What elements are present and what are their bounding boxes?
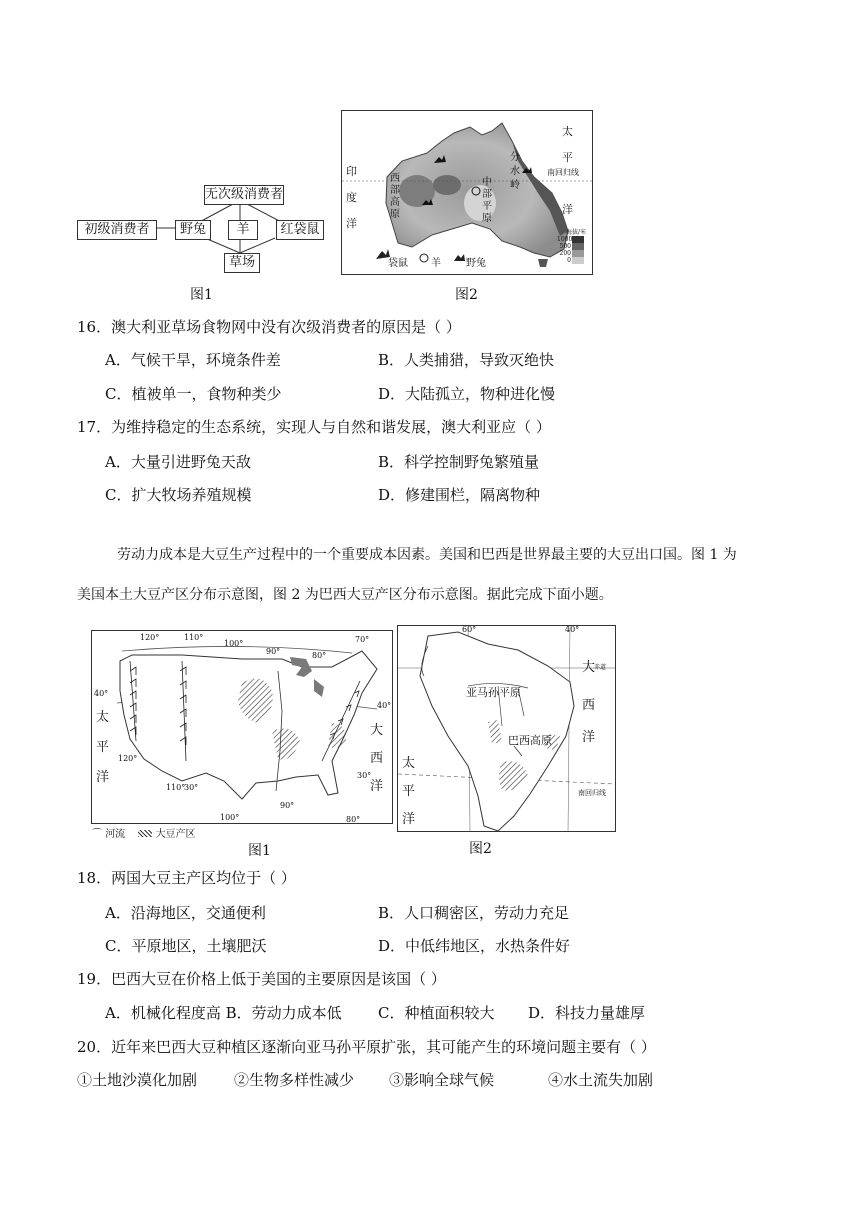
- question-18-option-d[interactable]: D．中低纬地区，水热条件好: [378, 937, 571, 955]
- usa-lon-90-top: 90°: [266, 647, 281, 656]
- sheep-icon: [420, 254, 428, 262]
- soybean-area-icon: [138, 830, 152, 837]
- foodweb-grass-box: 草场: [224, 253, 260, 273]
- question-16-option-d[interactable]: D．大陆孤立，物种进化慢: [378, 385, 556, 403]
- usa-lat-30-right: 30°: [357, 771, 372, 780]
- legend-values: 1000 500 200 0: [557, 236, 573, 264]
- tropic-label: 南回归线: [547, 168, 579, 177]
- legend-kangaroo: 袋鼠: [388, 258, 408, 269]
- usa-lon-100-bottom: 100°: [220, 813, 240, 822]
- amazon-plain-label: 亚马孙平原: [466, 686, 521, 699]
- question-17-option-c[interactable]: C．扩大牧场养殖规模: [105, 486, 252, 504]
- australia-map: [341, 110, 593, 275]
- usa-map-graphic: [92, 631, 392, 823]
- question-20-item-4: ④水土流失加剧: [548, 1071, 654, 1089]
- usa-soybean-map: [91, 630, 393, 824]
- question-19-stem: 19．巴西大豆在价格上低于美国的主要原因是该国（ ）: [77, 970, 446, 988]
- brazil-tropic: 南回归线: [578, 789, 606, 797]
- elevation-legend-bar: [572, 236, 584, 264]
- australia-map-graphic: [342, 111, 592, 274]
- question-17-option-b[interactable]: B．科学控制野兔繁殖量: [378, 453, 540, 471]
- fig2-caption-top: 图2: [455, 287, 478, 303]
- brazil-soybean-map: [397, 625, 616, 832]
- foodweb-rabbit-box: 野兔: [175, 220, 211, 240]
- question-20-stem: 20．近年来巴西大豆种植区逐渐向亚马孙平原扩张，其可能产生的环境问题主要有（ ）: [77, 1038, 656, 1056]
- usa-lon-120-top: 120°: [140, 633, 160, 642]
- foodweb-top-box: 无次级消费者: [204, 185, 284, 205]
- usa-lon-100-top: 100°: [224, 639, 244, 648]
- question-17-option-a[interactable]: A．大量引进野兔天敌: [105, 453, 251, 471]
- legend-sheep: 羊: [431, 258, 441, 269]
- usa-map-legend: ⌒ 河流 大豆产区: [92, 829, 196, 840]
- question-18-stem: 18．两国大豆主产区均位于（ ）: [77, 869, 296, 887]
- usa-lon-80-bottom: 80°: [346, 815, 361, 824]
- usa-lon-110-bottom: 110°: [166, 783, 186, 792]
- pacific-ocean-label: 太 平 洋: [562, 125, 573, 216]
- question-17-option-d[interactable]: D．修建围栏，隔离物种: [378, 486, 541, 504]
- question-20-item-2: ②生物多样性减少: [234, 1071, 355, 1089]
- usa-lon-90-bottom: 90°: [280, 801, 295, 810]
- legend-title: 海拔/米: [566, 229, 587, 236]
- brazil-plateau-label: 巴西高原: [508, 734, 552, 747]
- passage-line-1: 劳动力成本是大豆生产过程中的一个重要成本因素。美国和巴西是世界最主要的大豆出口国。图 1 为: [117, 547, 737, 563]
- brazil-pacific-label: 太 平 洋: [402, 756, 416, 827]
- usa-lat-40-left: 40°: [94, 689, 109, 698]
- usa-atlantic-label: 大 西 洋: [370, 723, 384, 794]
- indian-ocean-label: 印 度 洋: [346, 165, 357, 230]
- central-plain-label: 中 部 平 原: [482, 177, 492, 224]
- usa-map-caption: 图1: [248, 843, 271, 859]
- river-icon: ⌒: [92, 829, 102, 840]
- question-16-option-b[interactable]: B．人类捕猎，导致灭绝快: [378, 351, 555, 369]
- brazil-equator: 赤道: [594, 664, 607, 671]
- usa-lat-40-right: 40°: [377, 701, 392, 710]
- question-17-stem: 17．为维持稳定的生态系统，实现人与自然和谐发展，澳大利亚应（ ）: [77, 418, 551, 436]
- foodweb-primary-label: 初级消费者: [77, 220, 157, 240]
- west-plateau-label: 西 部 高 原: [390, 173, 400, 220]
- usa-pacific-label: 太 平 洋: [96, 710, 110, 785]
- question-16-option-a[interactable]: A．气候干旱，环境条件差: [105, 351, 281, 369]
- brazil-lon-60: 60°: [462, 625, 477, 634]
- question-16-option-c[interactable]: C．植被单一，食物种类少: [105, 385, 282, 403]
- question-20-item-1: ①土地沙漠化加剧: [77, 1071, 198, 1089]
- legend-rabbit: 野兔: [466, 258, 486, 269]
- fig1-caption-top: 图1: [190, 287, 213, 303]
- foodweb-sheep-box: 羊: [228, 220, 258, 240]
- question-19-option-c[interactable]: C．种植面积较大: [378, 1004, 495, 1022]
- question-18-option-a[interactable]: A．沿海地区，交通便利: [105, 904, 266, 922]
- question-18-option-b[interactable]: B．人口稠密区，劳动力充足: [378, 904, 570, 922]
- brazil-lon-40: 40°: [565, 625, 580, 634]
- question-19-option-ab[interactable]: A．机械化程度高 B．劳动力成本低: [105, 1004, 342, 1022]
- brazil-map-caption: 图2: [469, 841, 492, 857]
- rabbit-icon: [454, 254, 465, 261]
- usa-lon-110-top: 110°: [184, 633, 204, 642]
- question-19-option-d[interactable]: D．科技力量雄厚: [528, 1004, 646, 1022]
- question-18-option-c[interactable]: C．平原地区，土壤肥沃: [105, 937, 267, 955]
- usa-lat-30-bottom: 30°: [184, 783, 199, 792]
- brazil-atlantic-label: 大 西 洋: [582, 660, 596, 745]
- usa-lon-70-top: 70°: [355, 635, 370, 644]
- usa-lon-80-top: 80°: [312, 651, 327, 660]
- passage-line-2: 美国本土大豆产区分布示意图，图 2 为巴西大豆产区分布示意图。据此完成下面小题。: [77, 587, 613, 603]
- question-16-stem: 16．澳大利亚草场食物网中没有次级消费者的原因是（ ）: [77, 318, 461, 336]
- question-20-item-3: ③影响全球气候: [389, 1071, 495, 1089]
- usa-lon-120-bottom: 120°: [118, 754, 138, 763]
- divide-label: 分 水 岭: [510, 152, 520, 191]
- foodweb-kangaroo-box: 红袋鼠: [276, 220, 324, 240]
